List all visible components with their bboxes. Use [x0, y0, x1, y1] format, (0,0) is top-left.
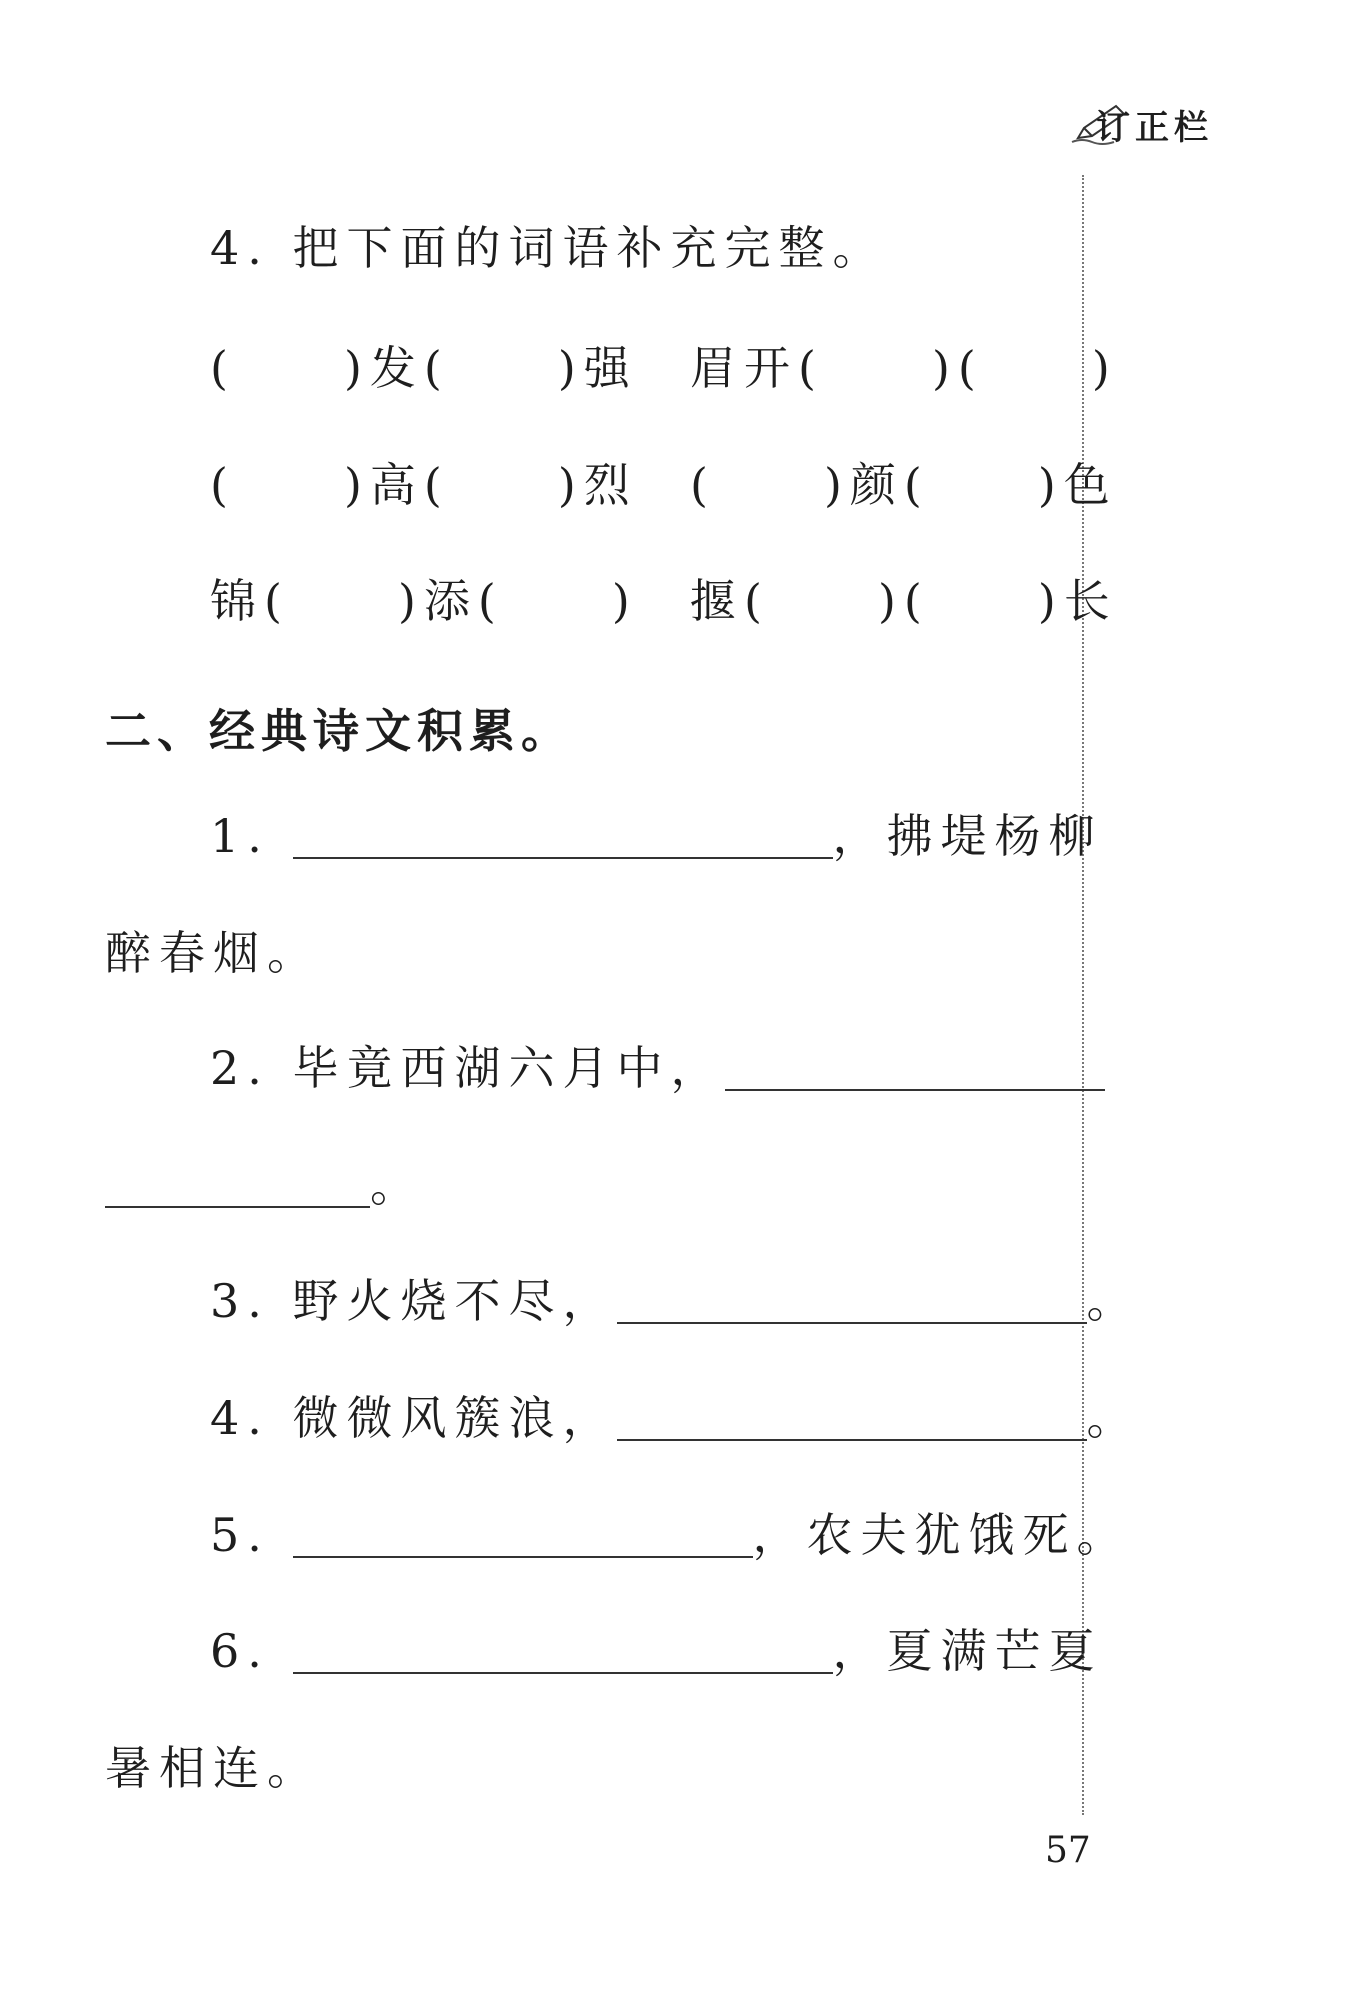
answer-blank[interactable]	[617, 1399, 1087, 1441]
item-number: 3.	[210, 1274, 270, 1328]
answer-blank[interactable]	[617, 1282, 1087, 1324]
q4-item: 锦( )添( )	[210, 574, 638, 628]
poem-item-2	[210, 1041, 1105, 1095]
q4-item: 揠( )( )长	[690, 574, 1118, 628]
answer-blank[interactable]	[293, 817, 833, 859]
poem-item-6-cont: 暑相连。	[105, 1741, 321, 1795]
item-text: 。	[1086, 1274, 1141, 1328]
poem-item-3	[210, 1274, 1141, 1328]
item-number: 1.	[210, 809, 270, 863]
q4-item: ( )发( )强	[210, 341, 638, 395]
poem-item-5	[210, 1508, 1131, 1562]
item-text: 野火烧不尽，	[292, 1274, 617, 1328]
q4-item: ( )高( )烈	[210, 458, 638, 512]
answer-blank[interactable]	[293, 1632, 833, 1674]
answer-blank[interactable]	[293, 1516, 753, 1558]
correction-column-label: 订正栏	[1096, 108, 1213, 148]
answer-blank[interactable]	[105, 1166, 370, 1208]
q4-item: 眉开( )( )	[690, 341, 1118, 395]
page-number: 57	[1045, 1830, 1091, 1871]
answer-blank[interactable]	[725, 1049, 1105, 1091]
item-text: 。	[370, 1158, 424, 1212]
item-number: 4.	[210, 1391, 270, 1445]
section-heading: 二、经典诗文积累。	[105, 704, 573, 758]
item-number: 6.	[210, 1624, 270, 1678]
poem-item-6	[210, 1624, 1103, 1678]
item-number: 2.	[210, 1041, 270, 1095]
item-text: 。	[1086, 1391, 1141, 1445]
poem-item-1-cont: 醉春烟。	[105, 926, 321, 980]
q4-item: ( )颜( )色	[690, 458, 1118, 512]
item-text: ，夏满芒夏	[832, 1624, 1103, 1678]
item-number: 5.	[210, 1508, 270, 1562]
q4-title: 4. 把下面的词语补充完整。	[210, 221, 887, 275]
poem-item-1	[210, 809, 1103, 863]
margin-divider	[1082, 175, 1084, 1815]
item-text: ，农夫犹饿死。	[752, 1508, 1131, 1562]
item-text: 毕竟西湖六月中，	[292, 1041, 725, 1095]
item-text: ，拂堤杨柳	[832, 809, 1103, 863]
poem-item-4	[210, 1391, 1141, 1445]
poem-item-2-cont	[105, 1158, 424, 1212]
item-text: 微微风簇浪，	[292, 1391, 617, 1445]
